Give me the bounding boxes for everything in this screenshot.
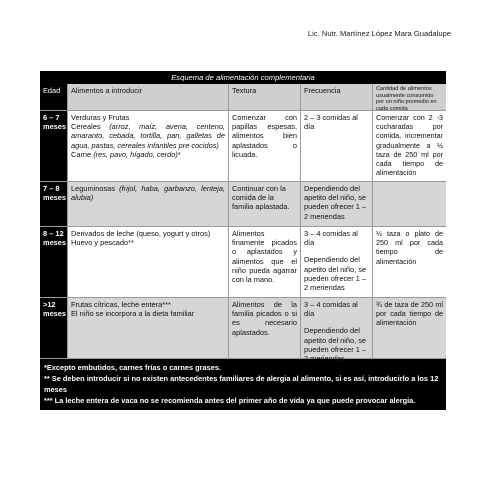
header-food: Alimentos a introducir — [68, 84, 229, 110]
food-item: El niño se incorpora a la dieta familiar — [71, 309, 195, 319]
frequency-meals: 3 – 4 comidas al día — [304, 300, 358, 319]
table-row — [40, 182, 446, 227]
food-item — [71, 122, 225, 150]
footnote: *** La leche entera de vaca no se recomienda antes del primer año de vida ya que puede provocar alergia. — [44, 396, 416, 405]
age-unit: meses — [43, 122, 67, 132]
age-range: 7 – 8 — [43, 184, 60, 193]
frequency-snacks: Dependiendo del apetito del niño, se pueden ofrecer 1 – 2 meriendas — [304, 326, 367, 364]
footnote: ** Se deben introducir si no existen antecedentes familiares de alergia al alimento, si es así, introducirlo a los 12 meses — [44, 374, 439, 394]
food-cell — [68, 182, 229, 226]
header-quantity: Cantidad de alimentos usualmente consumido por un niño promedio en cada comida — [376, 86, 437, 112]
frequency-cell: Dependiendo del apetito del niño, se pueden ofrecer 1 – 2 meriendas — [301, 182, 373, 226]
texture-cell: Comenzar con papillas espesas, alimentos bien aplastados o licuada. — [229, 111, 301, 181]
age-cell — [40, 182, 68, 226]
food-group: Leguminosas — [71, 184, 120, 193]
food-item: Derivados de leche (queso, yogurt y otros) — [71, 229, 211, 238]
quantity-cell: Comenzar con 2 -3 cucharadas por comida, incrementar gradualmente a ½ taza de 250 ml por cada tiempo de alimentación — [376, 113, 443, 178]
food-group: Cereales — [71, 122, 110, 132]
texture-cell: Alimentos de la familia picados o si es necesario aplastados. — [229, 298, 301, 358]
footnote: *Excepto embutidos, carnes frías o carnes grases. — [44, 363, 222, 372]
food-cell — [68, 111, 229, 181]
age-range: 8 – 12 — [43, 229, 64, 238]
age-range: 6 – 7 — [43, 113, 60, 122]
quantity-cell — [373, 182, 446, 226]
frequency-cell — [301, 298, 373, 364]
table-row — [40, 227, 446, 298]
age-cell — [40, 298, 68, 358]
texture-cell: Alimentos finamente picados o aplastados y alimentos que el niño pueda agarrar con la mano. — [229, 227, 301, 297]
header-frequency: Frecuencia — [301, 84, 373, 110]
table-title: Esquema de alimentación complementaria — [40, 71, 446, 84]
food-examples: (arroz, maíz, avena, centeno, amaranto, cebada, tortilla, pan, galletas de agua, pastas, cereales infantiles pre cocidos) — [71, 122, 225, 150]
frequency-snacks: Dependiendo del apetito del niño, se pueden ofrecer 1 – 2 meriendas — [304, 255, 367, 293]
feeding-schedule-table — [40, 71, 446, 410]
food-examples: (res, pavo, hígado, cerdo) — [93, 149, 178, 159]
food-item: Frutas cítricas, leche entera*** — [71, 300, 171, 309]
footnote-mark: * — [177, 149, 181, 159]
food-cell — [68, 227, 229, 297]
age-cell — [40, 227, 68, 297]
texture-cell: Continuar con la comida de la familia aplastada. — [229, 182, 301, 226]
table-header-row — [40, 84, 446, 111]
food-cell — [68, 298, 229, 358]
food-item: Huevo y pescado** — [71, 238, 134, 248]
quantity-cell: ½ taza o plato de 250 ml por cada tiempo de alimentación — [376, 229, 443, 266]
food-item — [71, 150, 225, 159]
table-footnotes — [40, 359, 446, 410]
frequency-meals: 3 – 4 comidas al día — [304, 229, 358, 248]
age-range: >12 — [43, 300, 56, 309]
table-row — [40, 298, 446, 364]
header-texture: Textura — [229, 84, 301, 110]
food-group: Carne — [71, 149, 94, 159]
food-item: Verduras y Frutas — [71, 113, 130, 122]
age-unit: meses — [43, 238, 67, 248]
age-cell — [40, 111, 68, 181]
author-credit: Lic. Nutr. Martínez López Mara Guadalupe — [307, 29, 451, 38]
frequency-cell: 2 – 3 comidas al día — [301, 111, 373, 181]
age-unit: meses — [43, 309, 67, 319]
age-unit: meses — [43, 193, 67, 203]
frequency-cell — [301, 227, 373, 297]
header-age: Edad — [40, 84, 68, 110]
quantity-cell: ¾ de taza de 250 ml por cada tiempo de alimentación — [373, 298, 446, 358]
table-row — [40, 111, 446, 182]
food-examples: (frijol, haba, garbanzo, lenteja, alubia) — [71, 184, 225, 203]
